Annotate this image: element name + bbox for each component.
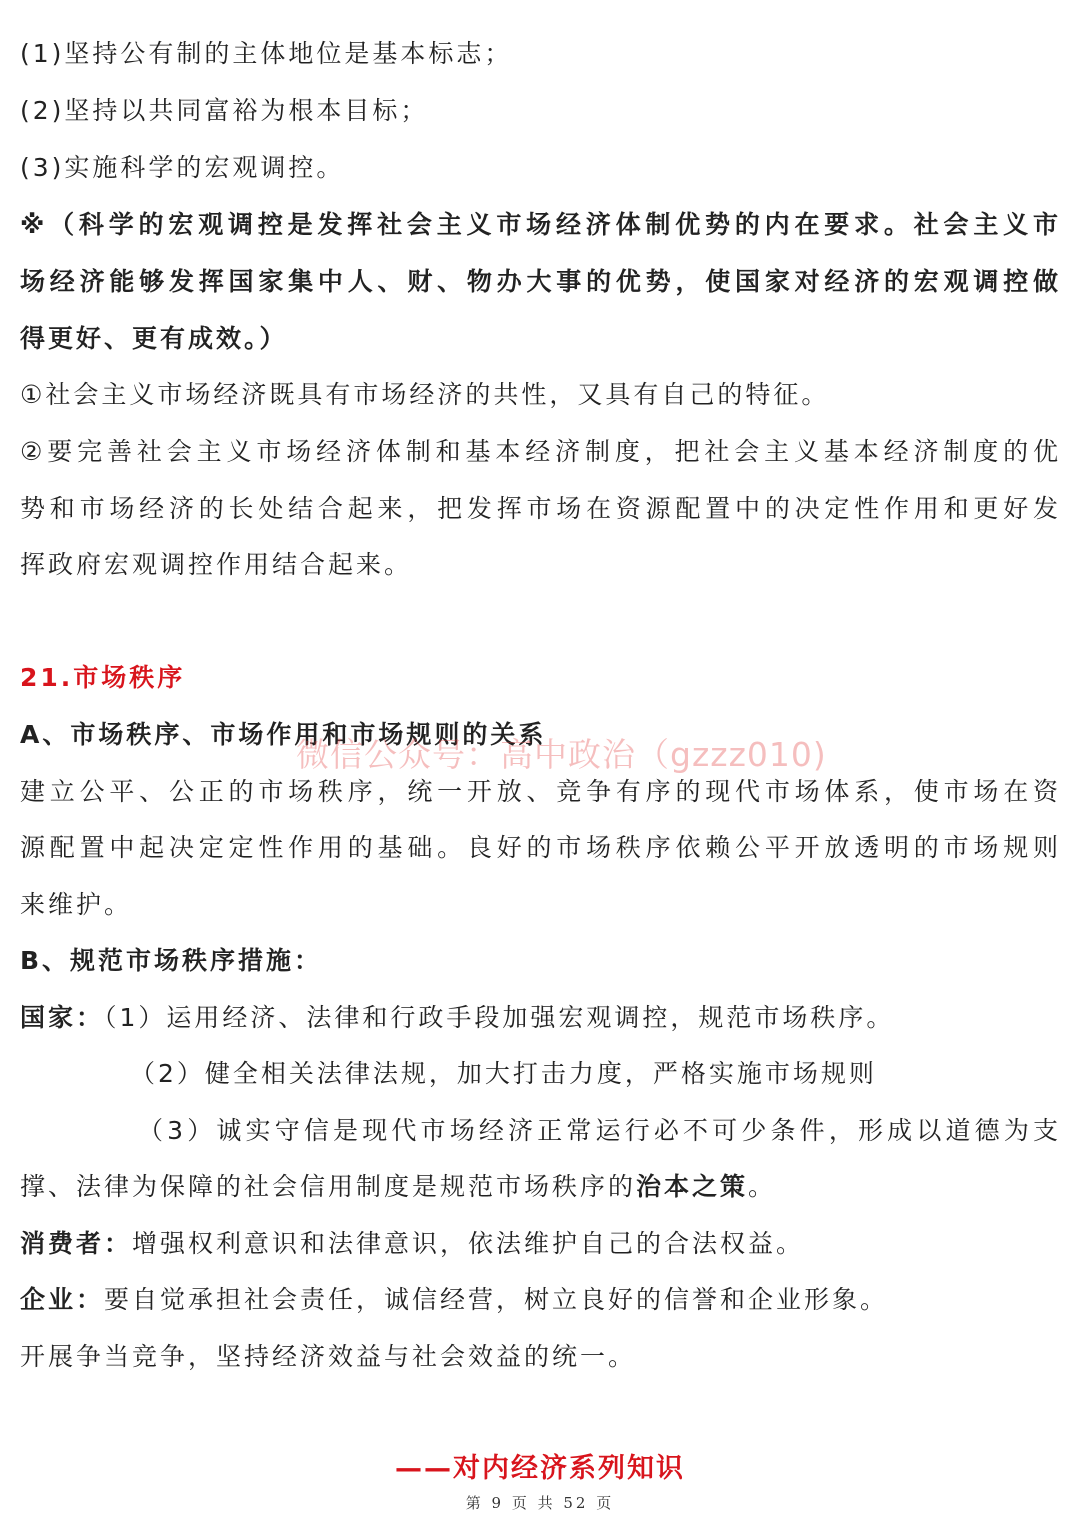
text-line: ②要完善社会主义市场经济体制和基本经济制度，把社会主义基本经济制度的优: [20, 437, 1060, 466]
state-measure-1: [20, 989, 1060, 1046]
state-measure-1-text: （1）运用经济、法律和行政手段加强宏观调控，规范市场秩序。: [104, 1003, 895, 1032]
consumer-label: 消费者：: [20, 1229, 133, 1258]
subheading-b: B、规范市场秩序措施：: [20, 946, 323, 975]
text-line: ①社会主义市场经济既具有市场经济的共性，又具有自己的特征。: [20, 380, 830, 409]
state-measure-3-cont: [20, 1158, 1060, 1215]
consumer-text: 增强权利意识和法律意识，依法维护自己的合法权益。: [132, 1229, 805, 1258]
text-line: (1)坚持公有制的主体地位是基本标志；: [20, 39, 513, 68]
text-line: 来维护。: [20, 890, 133, 919]
text-line: 开展争当竞争，坚持经济效益与社会效益的统一。: [20, 1342, 637, 1371]
text-line: 势和市场经济的长处结合起来，把发挥市场在资源配置中的决定性作用和更好发: [20, 494, 1060, 523]
text-line: (2)坚持以共同富裕为根本目标；: [20, 96, 429, 125]
series-title: ——对内经济系列知识: [395, 1453, 685, 1484]
consumer-line: [20, 1215, 1060, 1272]
state-measure-2: （2）健全相关法律法规，加大打击力度，严格实施市场规则: [130, 1059, 877, 1088]
enterprise-line: [20, 1271, 1060, 1328]
state-label: 国家：: [20, 1003, 105, 1032]
text-line: (3)实施科学的宏观调控。: [20, 153, 345, 182]
enterprise-label: 企业：: [20, 1285, 105, 1314]
bold-note-line: ※（科学的宏观调控是发挥社会主义市场经济体制优势的内在要求。社会主义市: [20, 210, 1060, 239]
state-measure-3-cont-text: 撑、法律为保障的社会信用制度是规范市场秩序的: [20, 1172, 637, 1201]
text-line: 挥政府宏观调控作用结合起来。: [20, 550, 413, 579]
text-line: 源配置中起决定定性作用的基础。良好的市场秩序依赖公平开放透明的市场规则: [20, 833, 1060, 862]
state-measure-3: （3）诚实守信是现代市场经济正常运行必不可少条件，形成以道德为支: [138, 1116, 1060, 1145]
subheading-a: A、市场秩序、市场作用和市场规则的关系: [20, 720, 547, 749]
key-phrase: 治本之策: [636, 1172, 749, 1201]
period: 。: [748, 1172, 777, 1201]
watermark: 微信公众号：高中政治（gzzz010): [296, 735, 827, 774]
bold-note-line: 得更好、更有成效。）: [20, 324, 288, 353]
section-heading: 21.市场秩序: [20, 663, 186, 692]
page-number: 第 9 页 共 52 页: [465, 1494, 615, 1512]
bold-note-line: 场经济能够发挥国家集中人、财、物办大事的优势，使国家对经济的宏观调控做: [20, 267, 1060, 296]
enterprise-text: 要自觉承担社会责任，诚信经营，树立良好的信誉和企业形象。: [104, 1285, 889, 1314]
text-line: 建立公平、公正的市场秩序，统一开放、竞争有序的现代市场体系，使市场在资: [20, 777, 1060, 806]
